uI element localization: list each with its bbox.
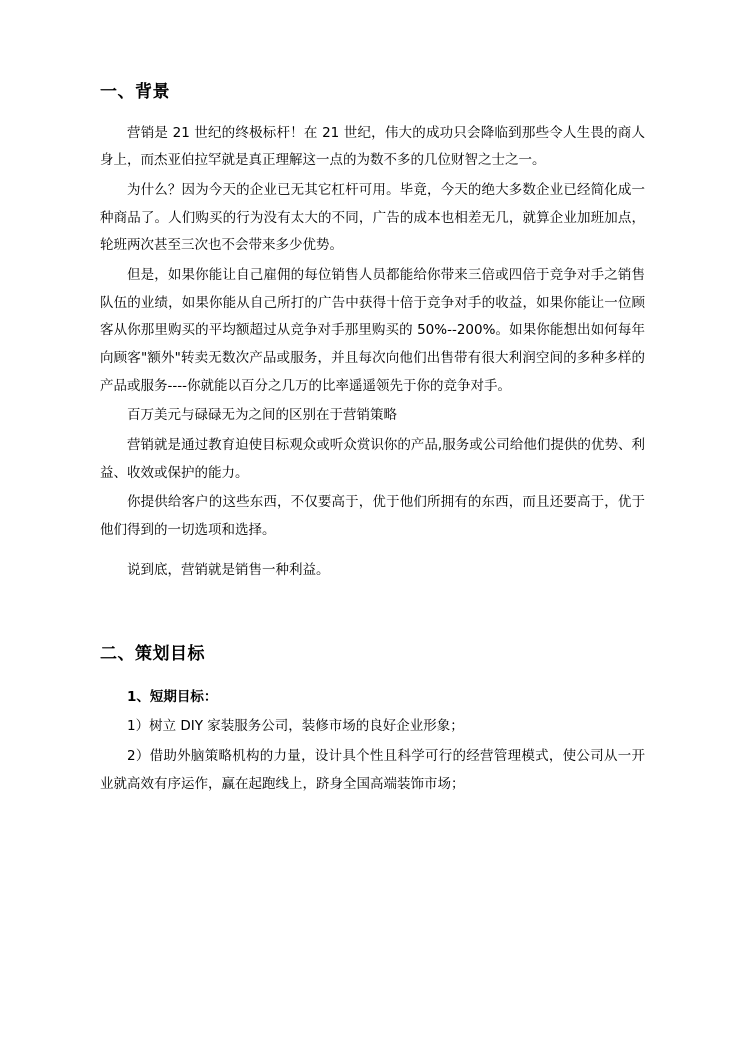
paragraph: 营销是 21 世纪的终极标杆！在 21 世纪，伟大的成功只会降临到那些令人生畏的商人身上，而杰亚伯拉罕就是真正理解这一点的为数不多的几位财智之士之一。 (100, 124, 645, 169)
paragraph: 你提供给客户的这些东西，不仅要高于，优于他们所拥有的东西，而且还要高于，优于他们得到的一切选项和选择。 (100, 494, 645, 538)
list-item: 1）树立 DIY 家装服务公司，装修市场的良好企业形象； (127, 718, 464, 735)
paragraph: 但是，如果你能让自己雇佣的每位销售人员都能给你带来三倍或四倍于竞争对手之销售队伍的业绩，如果你能从自己所打的广告中获得十倍于竞争对手的收益，如果你能让一位顾客从你那里购买的平均额超过从竞争对手那里购买的 50%--200%。如果你能想出如何每年向顾客"额外"转卖无数次产品或服务，并且每次向他们出售带有很大利润空间的多种多样的产品或服务----你就能以百分之几万的比率遥遥领先于你的竞争对手。 (100, 266, 645, 394)
document-content (100, 80, 645, 800)
section-heading-background: 一、背景 (100, 82, 170, 102)
section-spacer (100, 586, 645, 642)
section-heading-objectives: 二、策划目标 (100, 644, 205, 665)
paragraph: 百万美元与碌碌无为之间的区别在于营销策略 (127, 407, 397, 424)
sub-heading-short-term: 1、短期目标： (127, 688, 218, 705)
list-item: 2）借助外脑策略机构的力量，设计具个性且科学可行的经营管理模式，使公司从一开业就高效有序运作，赢在起跑线上，跻身全国高端装饰市场； (100, 748, 645, 792)
paragraph-spacer (100, 547, 645, 557)
paragraph: 说到底，营销就是销售一种利益。 (127, 561, 330, 578)
paragraph: 营销就是通过教育迫使目标观众或听众赏识你的产品,服务或公司给他们提供的优势、利益、收效或保护的能力。 (100, 436, 645, 481)
paragraph: 为什么？因为今天的企业已无其它杠杆可用。毕竟，今天的绝大多数企业已经简化成一种商品了。人们购买的行为没有太大的不同，广告的成本也相差无几，就算企业加班加点，轮班两次甚至三次也不会带来多少优势。 (100, 181, 645, 254)
